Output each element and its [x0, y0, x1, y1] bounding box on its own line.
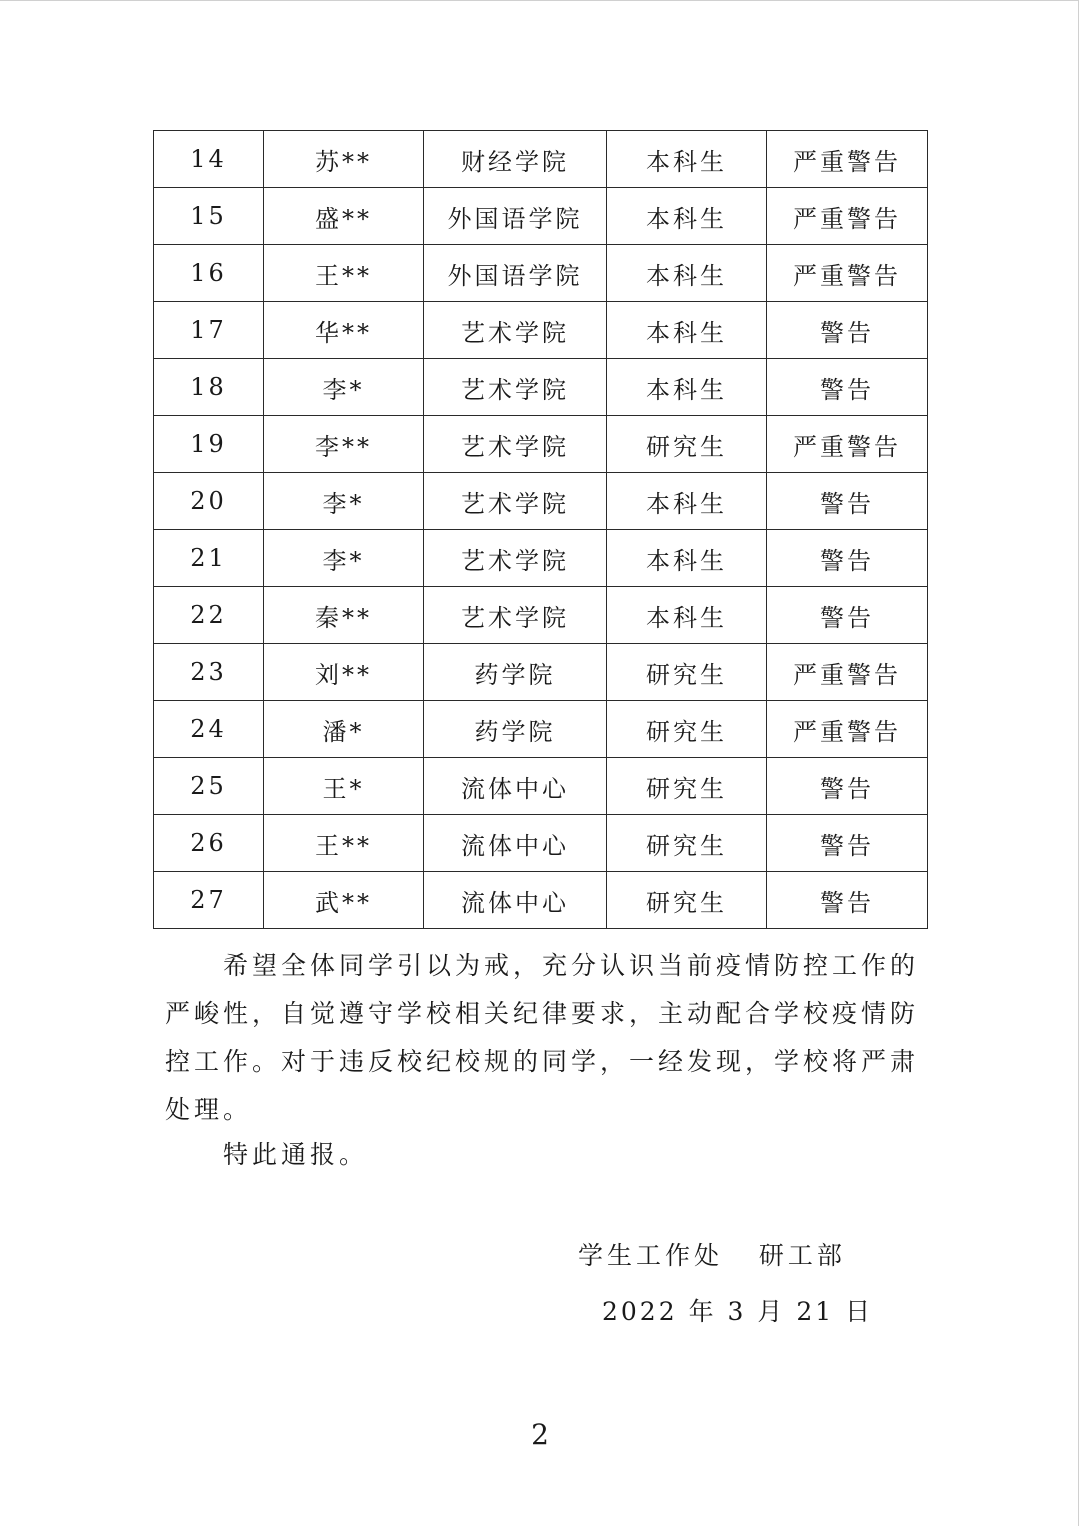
- table-row: [154, 758, 928, 815]
- penalty: 严重警告: [767, 701, 928, 758]
- table-row: [154, 473, 928, 530]
- table-row: [154, 587, 928, 644]
- student-type: 本科生: [607, 131, 767, 188]
- student-type: 研究生: [607, 644, 767, 701]
- penalty: 严重警告: [767, 644, 928, 701]
- table-row: [154, 131, 928, 188]
- college: 流体中心: [424, 758, 607, 815]
- row-number: 25: [154, 758, 264, 815]
- row-number: 23: [154, 644, 264, 701]
- table-row: [154, 644, 928, 701]
- penalty: 警告: [767, 758, 928, 815]
- issue-date: 2022 年 3 月 21 日: [602, 1297, 874, 1326]
- table-row: [154, 416, 928, 473]
- college: 流体中心: [424, 872, 607, 929]
- student-name: 王**: [264, 815, 424, 872]
- student-name: 秦**: [264, 587, 424, 644]
- row-number: 18: [154, 359, 264, 416]
- college: 药学院: [424, 644, 607, 701]
- student-type: 本科生: [607, 530, 767, 587]
- penalty: 警告: [767, 302, 928, 359]
- penalty: 警告: [767, 359, 928, 416]
- college: 财经学院: [424, 131, 607, 188]
- student-name: 李*: [264, 530, 424, 587]
- college: 艺术学院: [424, 473, 607, 530]
- student-name: 李**: [264, 416, 424, 473]
- penalty: 警告: [767, 815, 928, 872]
- table-row: [154, 815, 928, 872]
- closing-paragraph: 希望全体同学引以为戒，充分认识当前疫情防控工作的严峻性，自觉遵守学校相关纪律要求，主动配合学校疫情防控工作。对于违反校纪校规的同学，一经发现，学校将严肃处理。: [165, 951, 920, 1124]
- row-number: 14: [154, 131, 264, 188]
- table-row: [154, 302, 928, 359]
- student-name: 盛**: [264, 188, 424, 245]
- college: 艺术学院: [424, 359, 607, 416]
- student-type: 本科生: [607, 188, 767, 245]
- college: 流体中心: [424, 815, 607, 872]
- student-name: 王*: [264, 758, 424, 815]
- row-number: 19: [154, 416, 264, 473]
- student-name: 武**: [264, 872, 424, 929]
- row-number: 16: [154, 245, 264, 302]
- penalty: 严重警告: [767, 131, 928, 188]
- student-type: 研究生: [607, 815, 767, 872]
- row-number: 17: [154, 302, 264, 359]
- student-type: 研究生: [607, 416, 767, 473]
- row-number: 20: [154, 473, 264, 530]
- college: 药学院: [424, 701, 607, 758]
- student-name: 潘*: [264, 701, 424, 758]
- penalty: 警告: [767, 473, 928, 530]
- penalty: 警告: [767, 872, 928, 929]
- notice-statement: 特此通报。: [223, 1140, 369, 1169]
- table-row: [154, 701, 928, 758]
- college: 艺术学院: [424, 530, 607, 587]
- student-type: 本科生: [607, 473, 767, 530]
- student-type: 本科生: [607, 302, 767, 359]
- student-name: 刘**: [264, 644, 424, 701]
- student-name: 华**: [264, 302, 424, 359]
- row-number: 15: [154, 188, 264, 245]
- college: 艺术学院: [424, 416, 607, 473]
- table-row: [154, 530, 928, 587]
- table-row: [154, 188, 928, 245]
- table-row: [154, 245, 928, 302]
- college: 艺术学院: [424, 587, 607, 644]
- student-type: 研究生: [607, 872, 767, 929]
- row-number: 21: [154, 530, 264, 587]
- student-type: 本科生: [607, 245, 767, 302]
- student-name: 李*: [264, 359, 424, 416]
- student-name: 苏**: [264, 131, 424, 188]
- penalty: 警告: [767, 530, 928, 587]
- student-type: 本科生: [607, 359, 767, 416]
- student-type: 研究生: [607, 701, 767, 758]
- student-type: 本科生: [607, 587, 767, 644]
- discipline-table: [153, 130, 928, 929]
- college: 外国语学院: [424, 188, 607, 245]
- issuing-office: 学生工作处 研工部: [578, 1241, 846, 1270]
- student-name: 李*: [264, 473, 424, 530]
- table-row: [154, 872, 928, 929]
- table-row: [154, 359, 928, 416]
- college: 艺术学院: [424, 302, 607, 359]
- row-number: 26: [154, 815, 264, 872]
- penalty: 严重警告: [767, 245, 928, 302]
- penalty: 严重警告: [767, 416, 928, 473]
- row-number: 24: [154, 701, 264, 758]
- student-type: 研究生: [607, 758, 767, 815]
- penalty: 严重警告: [767, 188, 928, 245]
- row-number: 27: [154, 872, 264, 929]
- student-name: 王**: [264, 245, 424, 302]
- penalty: 警告: [767, 587, 928, 644]
- row-number: 22: [154, 587, 264, 644]
- page-number: 2: [531, 1418, 549, 1451]
- college: 外国语学院: [424, 245, 607, 302]
